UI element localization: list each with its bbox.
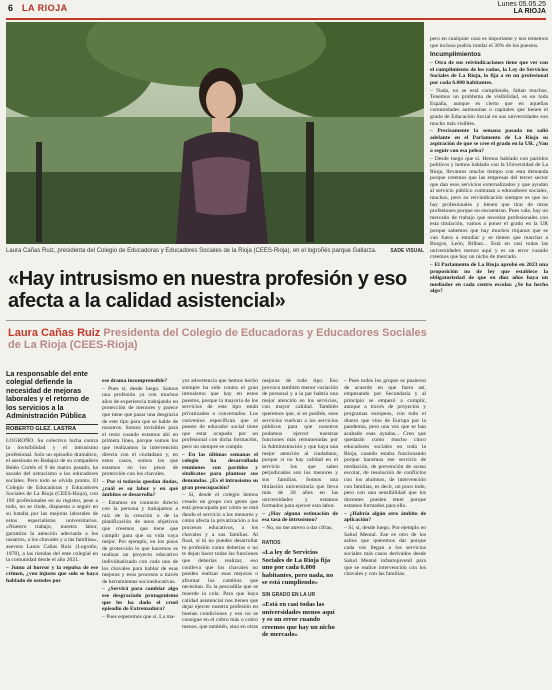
section-title: LA RIOJA	[22, 3, 68, 13]
question-paragraph: – En las últimas semanas el colegio ha desarrollado reuniones con partidos y sindicatos para plantear sus demandas. ¿Es el intrusismo su gran preocupación?	[182, 451, 258, 491]
divider	[6, 320, 426, 321]
date-text: Lunes 05.05.25	[497, 1, 546, 8]
photo-credit: SADE VISUAL	[390, 248, 424, 254]
body-paragraph: – Pues todos los grupos se pusieron de acuerdo en que fuera así, empezando por Secundaria y al principio se empezó a cumplir, aunque a través de proyectos y programas europeos, con todo el dinero que vino de Europa por la pandemia, pero una vez que se han acabado esas ayudas... Creo que quedarán como mucho cinco educadores sociales en toda la Rioja, cuando estaba funcionando porque hacemos ese servicio de mediación, de prevención de acoso escolar, de resolución de conflictos con los alumnos, de intervención con familias, es decir, un poco todo, pero con una sensibilidad que los docentes pueden tener porque estamos formados para ello.	[344, 378, 426, 510]
pull-quotes	[262, 540, 338, 688]
subheading: Incumplimientos	[430, 51, 481, 59]
column-2	[102, 378, 178, 688]
portrait-photo	[6, 22, 424, 244]
byline: ROBERTO GLEZ. LASTRA	[6, 424, 98, 434]
question-paragraph: – Por si todavía quedan dudas, ¿cuál es su labor y en qué ámbitos se desarrolla?	[102, 478, 178, 499]
masthead-label: LA RIOJA	[513, 8, 546, 15]
interviewee-name: Laura Cañas Ruiz	[8, 327, 101, 339]
question-paragraph: – Otra de sus reivindicaciones tiene que ver con el cumplimiento de los ratios, la Ley de Servicios Sociales de La Rioja, lo fija a en un profesional por cada 6.000 habitantes.	[430, 60, 548, 86]
body-paragraph: LOGROÑO. Su colectivo lucha contra la invisibilidad y el intrusismo profesional. Solo un episodio dramático, el asesinato en Badajoz de su compañera Belén Cortés el 9 de marzo pasado, ha sacado del ostracismo a los educadores sociales. Pero todo se olvida pronto. El Colegio de Educadoras y Educadores Sociales de La Rioja (CEES-Rioja), con 190 profesionales en su registro, pese a todo, no se rinde, dispuesto a seguir en su batalla por las mejoras laborales de estos especialistas universitarios. «Nuestro trabajo, nuestra labor, garantiza la atención adecuada a los usuarios, a los chavales y a las familias», asevera Laura Cañas Ruiz (Logroño, 1978), a las riendas del ente colegial en la comunidad desde el año 2021.	[6, 438, 98, 564]
body-paragraph: – Sí, desde el colegio hemos creado un grupo con gente que está preocupada por cómo se está dando el servicio a los menores y cómo afecta la privatización a los procesos educativos, a los chavales y a sus familias. Al final, si tú no puedes desarrollar tu profesión como deberías o no te dejan hacer todas las funciones que deberías realizar, eso conlleva que los chavales no pueden realizar esas mejoras o afrontar los cambios que necesitan. Es la pescadilla que se muerde la cola. Para que haya calidad asistencial nos tienen que dejar ejercer nuestra profesión en buenas condiciones y eso no se consigue en el cobro más o cobro menos, que también, sino en otras	[182, 492, 258, 630]
pull-quote: «Está en casi todas las universidades menos aquí y es un error cuando creemos que hay un nicho de mercado»	[262, 600, 335, 639]
column-5	[344, 378, 426, 688]
question-paragraph: – Junto al horror y la repulsa de ese crimen, ¿ven injusto que solo se haya hablado de ustedes por	[6, 564, 98, 584]
question-paragraph: – El Parlamento de La Rioja aprobó en 2023 una proposición no de ley que establece la obligatoriedad de que en diez años haya un mediador en cada centro escolar. ¿Se ha hecho algo?	[430, 262, 548, 295]
body-paragraph: – Sí, sí, desde luego. Por ejemplo en Salud Mental. Ese es otro de los saltos que queremos dar porque cada vez llegan a los servicios sociales más casos derivados desde Salud Mental infantojuvenil para que se realice intervención con los chavales y con las familias.	[344, 525, 426, 578]
page-header	[6, 2, 546, 20]
question-paragraph: – ¿Hay alguna estimación de esa tasa de intrusismo?	[262, 510, 338, 524]
body-paragraph: ese drama incomprensible?	[102, 378, 168, 384]
pull-quote-label: SIN GRADO EN LA UR	[262, 591, 316, 598]
column-1	[6, 370, 98, 688]
body-paragraph: mejoras de todo tipo. Eso provoca también menor variación de personal y a la par habría una mejor atención en los servicios, con mayor calidad. También queremos que, si es posible, esos servicios vuelvan a los servicios públicos para que nosotros podamos ejercer nuestras funciones más remuneradas por la Administración y que haya una mejor atención al ciudadano, porque si no hay calidad en el servicio los que salen perjudicados son los menores y sus familias. Somos una titulación universitaria que lleva más de 30 años en las universidades y estamos formados para ejercer esta labor.	[262, 378, 338, 510]
question-paragraph: – Precisamente la semana pasada no salió adelante en el Parlamento de La Rioja su aspiración de que se cree el grado en la UR. ¿Van a seguir con esa pelea?	[430, 128, 548, 154]
photo-caption	[6, 248, 424, 254]
body-paragraph: – Pues sí, desde luego. Somos una profesión ya con muchos años de experiencia trabajando en protección de menores y parece que tiene que pasar una desgracia de este tipo para que se hable de nosotros. Somos invisibles para el resto cuando estamos ahí en primera línea, porque somos los que realizamos la intervención directa con el ciudadano y, en estos casos, somos los que estamos en los pisos de protección con los chavales.	[102, 385, 178, 478]
interviewee-role: Presidenta del Colegio de Educadoras y Educadores Sociales de La Rioja (CEES-Rioja)	[8, 327, 427, 351]
body-paragraph: – Pues esperemos que sí. La ma-	[102, 613, 176, 620]
pull-quote: «La ley de Servicios Sociales de La Rioja fija uno por cada 6.000 habitantes, pero nada, no se está cumpliendo»	[262, 549, 334, 587]
interviewee-heading	[8, 327, 428, 351]
edition-date	[498, 1, 546, 15]
headline: «Hay intrusismo en nuestra profesión y eso afecta a la calidad asistencial»	[8, 268, 407, 312]
body-paragraph: – Estamos en contacto directo con la persona y trabajamos a raíz de la creación o de la planificación de unos objetivos que creemos que tiene que cumplir para que su vida vaya mejor. Por ejemplo, en los pisos de protección lo que hacemos es realizar un proyecto educativo individualizado con cada uno de los chavales para hablar de esas mejoras y esos procesos a través de herramientas socioeducativas.	[102, 499, 178, 585]
caption-text: Laura Cañas Ruiz, presidenta del Colegio de Educadoras y Educadores Sociales de la Rioja (CEES-Rioja), en el logroñés parque Gallarza.	[6, 248, 377, 254]
body-paragraph: – No, no me atrevo a dar cifras,	[262, 525, 333, 532]
column-4	[262, 378, 338, 536]
question-paragraph: – ¿Servirá para cambiar algo ese desgraciado protagonismo que les ha dado el cruel episodio de Extremadura?	[102, 586, 178, 613]
column-6	[430, 36, 548, 688]
question-paragraph: – ¿Habría algún otro ámbito de aplicación?	[344, 510, 426, 524]
lead-paragraph: La responsable del ente colegial defiende la necesidad de mejoras laborales y el retorno de los servicios a la Administración Pública	[6, 370, 90, 421]
body-paragraph: yor advertencia que hemos hecho siempre ha sido contra el gran intrusismo que hay en estos puestos, porque la mayoría de los servicios de este tipo están privatizados o concertados. Los convenios especifican que el puesto de educador social tiene que estar ocupado por un profesional con dicha formación, pero no siempre se cumple.	[182, 378, 258, 450]
column-3	[182, 378, 258, 688]
page-number: 6	[8, 3, 14, 13]
body-paragraph: – Desde luego que sí. Hemos hablado con partidos políticos y hemos hablado con la Universidad de La Rioja, llevamos mucho tiempo con esta demanda porque creemos que las empresas del tercer sector que dan esos servicios externalizados y que ayudan al servicio público contratan a educadores sociales, muchos, pero su reivindicación siempre es que no hay profesionales y tienen que tirar de otras profesiones porque no encuentran. Pues vale, hay un mercado de trabajo que necesita profesionales con esta titulación, vamos a poner el grado en la UR porque sabemos que hay muchos riojanos que se van fuera a estudiar y se tienen que marchar a Burgos, León, Bilbao... Está en casi todas las universidades menos aquí y es un error cuando creemos que hay un nicho de mercado.	[430, 155, 548, 261]
pull-quote-label: RATIOS	[262, 540, 281, 546]
body-paragraph: pero en cualquier caso es importante y nos tememos que incluso podría rondar el 30% de los puestos.	[430, 36, 548, 49]
park-portrait-image	[6, 22, 424, 244]
body-paragraph: – Nada, no se está cumpliendo, faltan muchos. Tenemos un problema de visibilidad, es en toda España, aunque es cierto que en aquellas comunidades autónomas o capitales que tienen el grado de Educación Social en sus universidades son mucho más visibles.	[430, 87, 548, 127]
